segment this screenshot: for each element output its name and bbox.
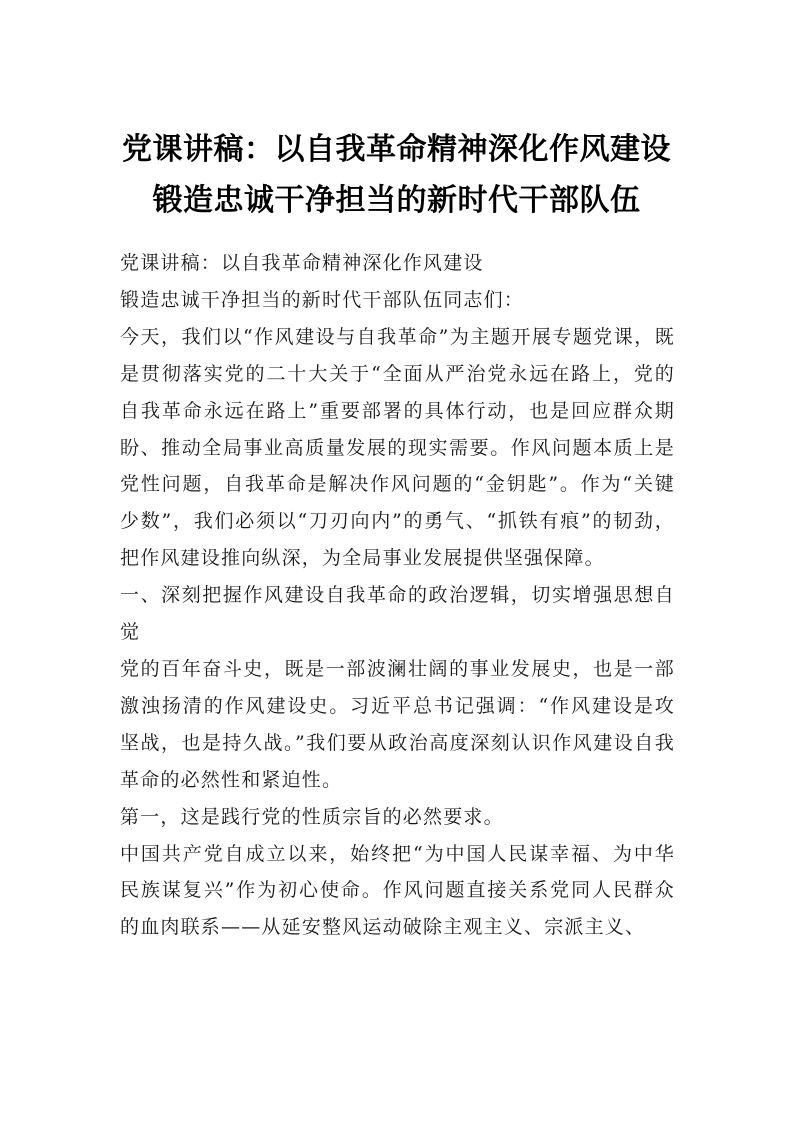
section-heading-1: 一、深刻把握作风建设自我革命的政治逻辑，切实增强思想自觉 — [120, 584, 675, 644]
subheading-first: 第一，这是践行党的性质宗旨的必然要求。 — [120, 805, 504, 828]
paragraph-history: 党的百年奋斗史，既是一部波澜壮阔的事业发展史，也是一部激浊扬清的作风建设史。习近平总书记强调：“作风建设是攻坚战，也是持久战。”我们要从政治高度深刻认识作风建设自我革命的必然性和紧迫性。 — [120, 657, 675, 791]
paragraph-mission: 中国共产党自成立以来，始终把“为中国人民谋幸福、为中华民族谋复兴”作为初心使命。作风问题直接关系党同人民群众的血肉联系——从延安整风运动破除主观主义、宗派主义、 — [120, 842, 675, 939]
document-title-line-2: 锻造忠诚干净担当的新时代干部队伍 — [152, 183, 641, 218]
paragraph-salutation: 锻造忠诚干净担当的新时代干部队伍同志们： — [120, 288, 525, 311]
document-title-line-1: 党课讲稿：以自我革命精神深化作风建设 — [122, 132, 671, 167]
paragraph-intro: 今天，我们以“作风建设与自我革命”为主题开展专题党课，既是贯彻落实党的二十大关于“全面从严治党永远在路上，党的自我革命永远在路上”重要部署的具体行动，也是回应群众期盼、推动全局事业高质量发展的现实需要。作风问题本质上是党性问题，自我革命是解决作风问题的“金钥匙”。作为“关键少数”，我们必须以“刀刃向内”的勇气、“抓铁有痕”的韧劲，把作风建设推向纵深，为全局事业发展提供坚强保障。 — [120, 325, 675, 570]
document-body — [120, 245, 675, 946]
paragraph-heading-repeat: 党课讲稿：以自我革命精神深化作风建设 — [120, 252, 484, 274]
